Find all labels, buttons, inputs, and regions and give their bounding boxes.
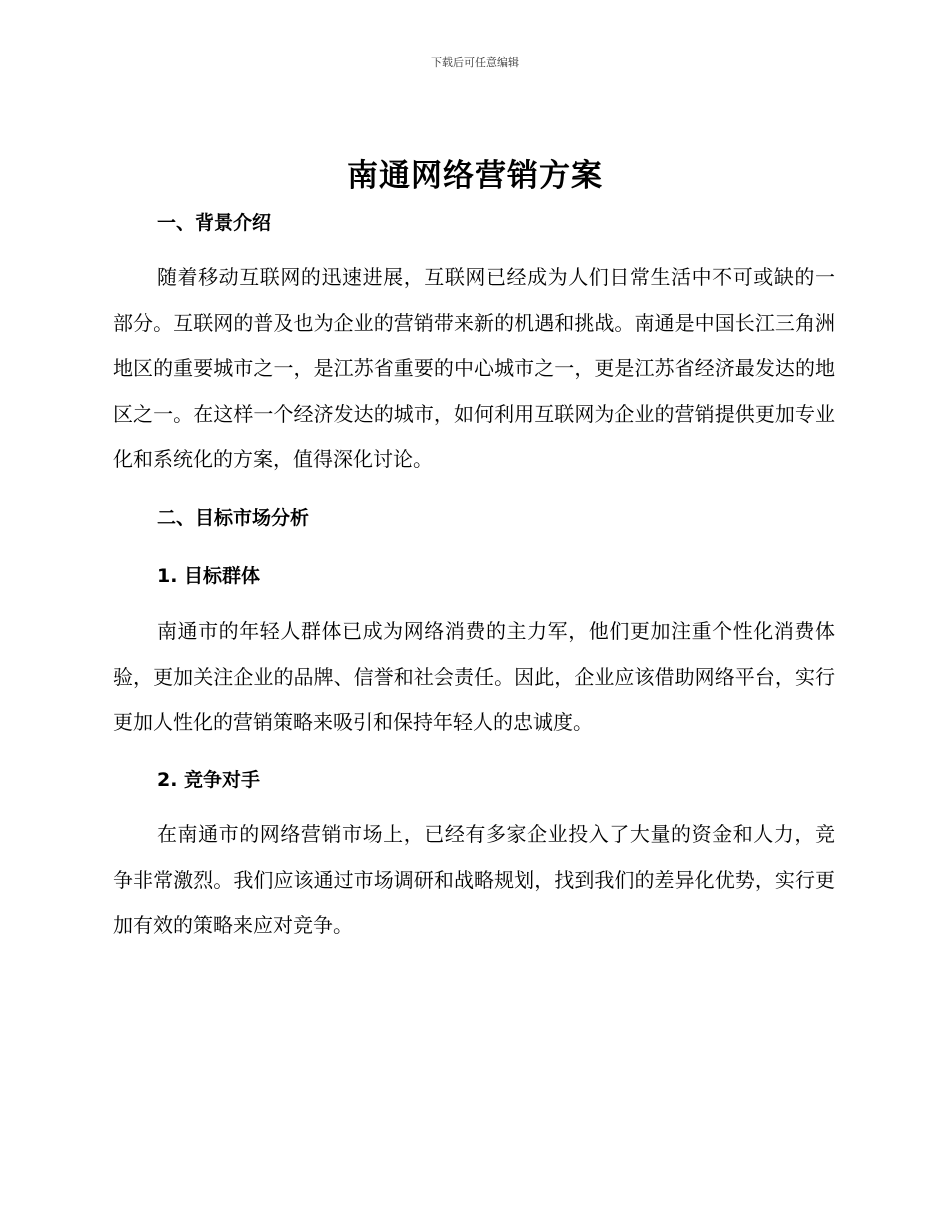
subsection-heading-target: 1. 目标群体 (157, 565, 261, 587)
subsection-heading-competition: 2. 竞争对手 (157, 769, 261, 791)
paragraph-target: 南通市的年轻人群体已成为网络消费的主力军，他们更加注重个性化消费体验，更加关注企业的品牌、信誉和社会责任。因此，企业应该借助网络平台，实行更加人性化的营销策略来吸引和保持年轻人的忠诚度。 (113, 619, 835, 734)
paragraph-background: 随着移动互联网的迅速进展，互联网已经成为人们日常生活中不可或缺的一部分。互联网的普及也为企业的营销带来新的机遇和挑战。南通是中国长江三角洲地区的重要城市之一，是江苏省重要的中心城市之一，更是江苏省经济最发达的地区之一。在这样一个经济发达的城市，如何利用互联网为企业的营销提供更加专业化和系统化的方案，值得深化讨论。 (113, 265, 835, 471)
header-note: 下载后可任意编辑 (431, 56, 519, 69)
section-heading-background: 一、背景介绍 (157, 212, 272, 234)
paragraph-competition: 在南通市的网络营销市场上，已经有多家企业投入了大量的资金和人力，竞争非常激烈。我们应该通过市场调研和战略规划，找到我们的差异化优势，实行更加有效的策略来应对竞争。 (113, 822, 835, 937)
document-title: 南通网络营销方案 (347, 158, 603, 194)
section-heading-market: 二、目标市场分析 (157, 507, 310, 529)
